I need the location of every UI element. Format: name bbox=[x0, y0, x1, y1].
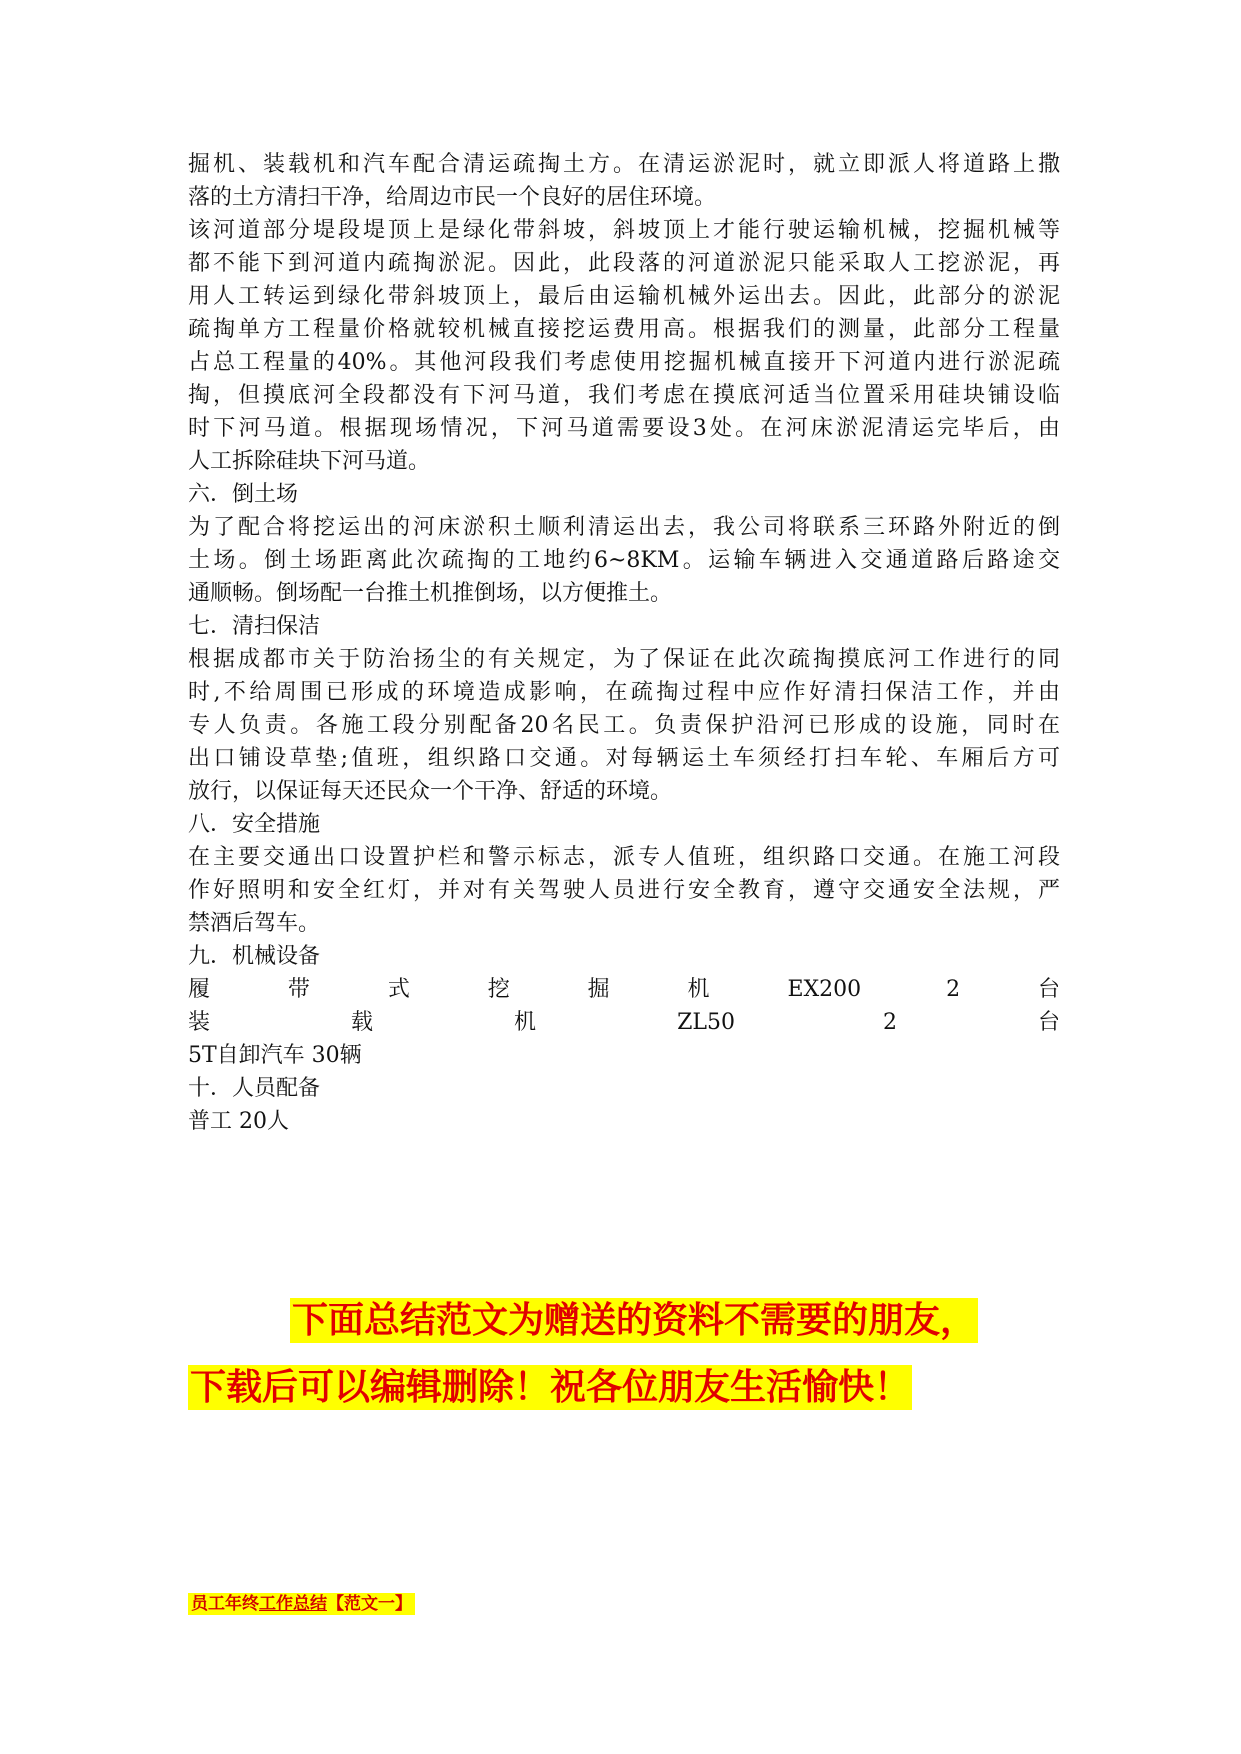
text-line: 时,不给周围已形成的环境造成影响，在疏掏过程中应作好清扫保洁工作，并由 bbox=[188, 680, 1060, 705]
text-line: 十．人员配备 bbox=[188, 1076, 321, 1101]
paragraph bbox=[188, 643, 1060, 808]
paragraph bbox=[188, 214, 1060, 478]
paragraph bbox=[188, 1072, 1060, 1105]
promo-line-1-text: 下面总结范文为赠送的资料不需要的朋友， bbox=[292, 1300, 977, 1341]
text-line: 九．机械设备 bbox=[188, 944, 321, 969]
footer-title-prefix: 员工年终 bbox=[191, 1594, 259, 1614]
text-line: 出口铺设草垫;值班，组织路口交通。对每辆运土车须经打扫车轮、车厢后方可 bbox=[188, 746, 1060, 771]
paragraph bbox=[188, 808, 1060, 841]
text-line: 装载机ZL50 2台 bbox=[188, 1010, 1060, 1035]
text-line: 为了配合将挖运出的河床淤积土顺利清运出去，我公司将联系三环路外附近的倒 bbox=[188, 515, 1060, 540]
promo-line-2-text: 下载后可以编辑删除！祝各位朋友生活愉快！ bbox=[190, 1367, 911, 1408]
text-line: 人工拆除硅块下河马道。 bbox=[188, 449, 431, 474]
document-body bbox=[188, 148, 1060, 1138]
paragraph bbox=[188, 148, 1060, 214]
footer-title-underlined: 工作总结 bbox=[259, 1594, 327, 1614]
paragraph bbox=[188, 511, 1060, 610]
text-line: 放行，以保证每天还民众一个干净、舒适的环境。 bbox=[188, 779, 673, 804]
text-line: 5T自卸汽车 30辆 bbox=[188, 1043, 362, 1068]
section-title-sample-one bbox=[188, 1593, 415, 1615]
paragraph bbox=[188, 940, 1060, 973]
text-line: 七．清扫保洁 bbox=[188, 614, 321, 639]
text-line: 掏，但摸底河全段都没有下河马道，我们考虑在摸底河适当位置采用硅块铺设临 bbox=[188, 383, 1060, 408]
text-line: 落的土方清扫干净，给周边市民一个良好的居住环境。 bbox=[188, 185, 717, 210]
text-line: 该河道部分堤段堤顶上是绿化带斜坡，斜坡顶上才能行驶运输机械，挖掘机械等 bbox=[188, 218, 1060, 243]
text-line: 疏掏单方工程量价格就较机械直接挖运费用高。根据我们的测量，此部分工程量 bbox=[188, 317, 1060, 342]
text-line: 履带式挖掘机EX200 2台 bbox=[188, 977, 1060, 1002]
paragraph bbox=[188, 478, 1060, 511]
text-line: 用人工转运到绿化带斜坡顶上，最后由运输机械外运出去。因此，此部分的淤泥 bbox=[188, 284, 1060, 309]
promo-line-1 bbox=[188, 1298, 1060, 1344]
paragraph bbox=[188, 610, 1060, 643]
text-line: 土场。倒土场距离此次疏掏的工地约6~8KM。运输车辆进入交通道路后路途交 bbox=[188, 548, 1060, 573]
text-line: 根据成都市关于防治扬尘的有关规定，为了保证在此次疏掏摸底河工作进行的同 bbox=[188, 647, 1060, 672]
text-line: 作好照明和安全红灯，并对有关驾驶人员进行安全教育，遵守交通安全法规，严 bbox=[188, 878, 1060, 903]
text-line: 时下河马道。根据现场情况，下河马道需要设3处。在河床淤泥清运完毕后，由 bbox=[188, 416, 1060, 441]
text-line: 占总工程量的40%。其他河段我们考虑使用挖掘机械直接开下河道内进行淤泥疏 bbox=[188, 350, 1060, 375]
text-line: 专人负责。各施工段分别配备20名民工。负责保护沿河已形成的设施，同时在 bbox=[188, 713, 1060, 738]
text-line: 掘机、装载机和汽车配合清运疏掏土方。在清运淤泥时，就立即派人将道路上撒 bbox=[188, 152, 1060, 177]
text-line: 八．安全措施 bbox=[188, 812, 321, 837]
paragraph bbox=[188, 841, 1060, 940]
text-line: 都不能下到河道内疏掏淤泥。因此，此段落的河道淤泥只能采取人工挖淤泥，再 bbox=[188, 251, 1060, 276]
paragraph bbox=[188, 1105, 1060, 1138]
paragraph bbox=[188, 973, 1060, 1072]
footer-title-suffix: 【范文一】 bbox=[327, 1594, 412, 1614]
text-line: 普工 20人 bbox=[188, 1109, 289, 1134]
promo-line-2 bbox=[188, 1365, 1060, 1411]
text-line: 通顺畅。倒场配一台推土机推倒场，以方便推土。 bbox=[188, 581, 673, 606]
text-line: 六．倒土场 bbox=[188, 482, 299, 507]
text-line: 禁酒后驾车。 bbox=[188, 911, 321, 936]
text-line: 在主要交通出口设置护栏和警示标志，派专人值班，组织路口交通。在施工河段 bbox=[188, 845, 1060, 870]
